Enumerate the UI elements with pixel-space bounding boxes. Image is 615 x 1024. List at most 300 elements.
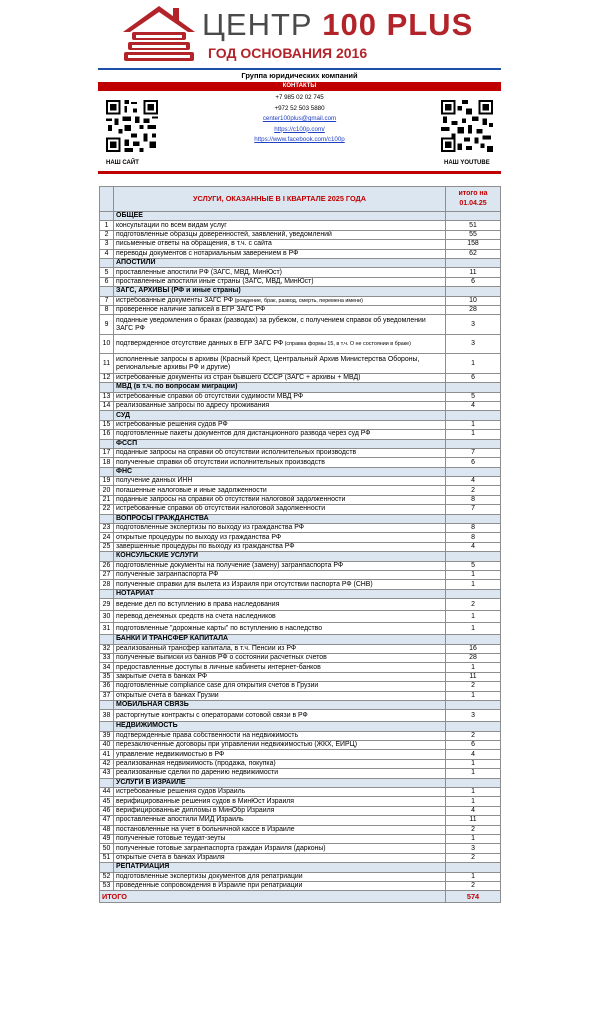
category-title: МВД (в т.ч. по вопросам миграции) [114, 383, 446, 392]
service-number: 22 [100, 505, 114, 514]
service-label [114, 797, 446, 806]
category-title: НЕДВИЖИМОСТЬ [114, 722, 446, 731]
service-row [100, 401, 501, 410]
service-number: 7 [100, 296, 114, 305]
service-label-text: переводы документов с нотариальным заверением в РФ [116, 249, 299, 257]
service-label-text: верифицированные дипломы в МинОбр Израиля [116, 807, 275, 814]
service-label [114, 430, 446, 439]
service-count: 1 [446, 691, 501, 700]
category-value-cell [446, 411, 501, 420]
service-label [114, 853, 446, 862]
service-count: 3 [446, 844, 501, 853]
service-label-text: истребованные документы из стран бывшего СССР (ЗАГС + архивы + МВД) [116, 373, 361, 381]
service-label-text: закрытые счета в банках РФ [116, 672, 208, 680]
service-label-text: перезаключенные договоры при управлении недвижимостью (ЖКХ, ЕИРЦ) [116, 741, 357, 749]
service-count: 5 [446, 392, 501, 401]
category-row [100, 722, 501, 731]
service-label [114, 644, 446, 653]
category-row [100, 439, 501, 448]
service-label [114, 672, 446, 681]
contacts-label: КОНТАКТЫ [98, 82, 501, 91]
service-count: 1 [446, 623, 501, 635]
category-row [100, 635, 501, 644]
service-label [114, 653, 446, 662]
service-number: 17 [100, 448, 114, 457]
service-row [100, 653, 501, 662]
total-label: ИТОГО [100, 891, 446, 903]
service-count: 6 [446, 741, 501, 750]
category-number-cell [100, 722, 114, 731]
service-count: 4 [446, 750, 501, 759]
service-count: 2 [446, 731, 501, 740]
category-row [100, 287, 501, 296]
header-number-cell [100, 187, 114, 212]
service-count: 7 [446, 505, 501, 514]
service-label-text: постановленные на учет в больничной кассе в Израиле [116, 825, 295, 833]
category-title: ВОПРОСЫ ГРАЖДАНСТВА [114, 514, 446, 523]
service-label [114, 788, 446, 797]
contacts-block [98, 68, 501, 174]
service-count: 8 [446, 495, 501, 504]
category-row [100, 212, 501, 221]
service-number: 19 [100, 477, 114, 486]
service-label [114, 268, 446, 277]
service-row [100, 561, 501, 570]
service-label [114, 806, 446, 815]
service-row [100, 872, 501, 881]
service-row [100, 623, 501, 635]
service-number: 36 [100, 682, 114, 691]
service-number: 30 [100, 611, 114, 623]
service-count: 158 [446, 240, 501, 249]
service-label-note: (справка формы 15, в т.ч. О не состоянии в браке) [283, 341, 411, 348]
service-label [114, 663, 446, 672]
service-count: 1 [446, 788, 501, 797]
website-link[interactable]: https://c100p.com/ [274, 125, 325, 133]
service-label [114, 844, 446, 853]
service-count: 1 [446, 580, 501, 589]
service-label [114, 623, 446, 635]
service-label [114, 759, 446, 768]
service-row [100, 542, 501, 551]
service-label-text: управление недвижимостью в РФ [116, 750, 225, 758]
service-row [100, 420, 501, 429]
service-label-text: подготовленные документы на получение (замену) загранпаспорта РФ [116, 561, 344, 569]
service-count: 1 [446, 663, 501, 672]
category-value-cell [446, 439, 501, 448]
service-label [114, 240, 446, 249]
service-number: 45 [100, 797, 114, 806]
service-count: 1 [446, 834, 501, 843]
service-number: 52 [100, 872, 114, 881]
service-row [100, 844, 501, 853]
service-label-text: подготовленные пакеты документов для дистанционного развода через суд РФ [116, 430, 371, 438]
service-label [114, 611, 446, 623]
service-label-text: истребованные справки об отсутствии налоговой задолженности [116, 505, 326, 513]
category-number-cell [100, 212, 114, 221]
service-row [100, 682, 501, 691]
service-label-text: подтвержденное отсутствие данных в ЕГР ЗАГС РФ [116, 340, 284, 348]
service-number: 18 [100, 458, 114, 467]
service-count: 2 [446, 486, 501, 495]
phone-ru: +7 985 02 02 745 [275, 94, 324, 101]
service-label-text: полученные выписки из банков РФ о состоянии расчетных счетов [116, 654, 327, 662]
facebook-link[interactable]: https://www.facebook.com/c100p [254, 136, 345, 143]
service-row [100, 230, 501, 239]
group-label: Группа юридических компаний [98, 68, 501, 82]
services-table [99, 186, 501, 903]
category-number-cell [100, 589, 114, 598]
category-row [100, 778, 501, 787]
service-label-text: предоставленные доступы в личные кабинеты интернет-банков [116, 663, 321, 671]
category-value-cell [446, 635, 501, 644]
service-label-text: завершенные процедуры по выходу из гражданства РФ [116, 543, 295, 551]
service-row [100, 741, 501, 750]
qr-caption-website: НАШ САЙТ [106, 160, 139, 166]
service-label [114, 334, 446, 354]
service-count: 1 [446, 430, 501, 439]
category-number-cell [100, 552, 114, 561]
service-label [114, 731, 446, 740]
service-row [100, 750, 501, 759]
service-label-text: проверенное наличие записей в ЕГР ЗАГС РФ [116, 306, 266, 314]
service-row [100, 731, 501, 740]
email-link[interactable]: center100plus@gmail.com [262, 115, 337, 122]
category-number-cell [100, 700, 114, 709]
service-count: 11 [446, 816, 501, 825]
service-number: 9 [100, 315, 114, 335]
category-number-cell [100, 635, 114, 644]
category-title: БАНКИ И ТРАНСФЕР КАПИТАЛА [114, 635, 446, 644]
service-label-text: поданные уведомления о браках (разводах) за рубежом, с получением справок об уведомлении ЗАГС РФ [116, 316, 426, 332]
service-row [100, 611, 501, 623]
service-number: 25 [100, 542, 114, 551]
service-label-text: реализованная недвижимость (продажа, покупка) [116, 760, 276, 768]
services-total-date-header: итого на 01.04.25 [446, 187, 501, 212]
service-row [100, 354, 501, 374]
service-label-text: истребованные решения судов РФ [116, 420, 228, 428]
service-row [100, 710, 501, 722]
service-row [100, 881, 501, 890]
service-label [114, 315, 446, 335]
category-number-cell [100, 467, 114, 476]
category-row [100, 552, 501, 561]
service-number: 21 [100, 495, 114, 504]
service-count: 6 [446, 373, 501, 382]
service-count: 62 [446, 249, 501, 258]
service-label [114, 881, 446, 890]
service-number: 39 [100, 731, 114, 740]
service-row [100, 448, 501, 457]
service-number: 4 [100, 249, 114, 258]
service-row [100, 315, 501, 335]
service-label [114, 580, 446, 589]
service-label [114, 872, 446, 881]
service-count: 1 [446, 759, 501, 768]
service-number: 33 [100, 653, 114, 662]
service-label [114, 816, 446, 825]
service-number: 13 [100, 392, 114, 401]
category-title: РЕПАТРИАЦИЯ [114, 863, 446, 872]
phone-il: +972 52 503 5880 [274, 104, 325, 112]
service-label [114, 505, 446, 514]
service-row [100, 495, 501, 504]
category-row [100, 589, 501, 598]
category-value-cell [446, 722, 501, 731]
service-row [100, 759, 501, 768]
service-label-text: расторгнутые контракты с операторами сотовой связи в РФ [116, 711, 308, 719]
service-label-text: полученные загранпаспорта РФ [116, 571, 219, 579]
category-title: КОНСУЛЬСКИЕ УСЛУГИ [114, 552, 446, 561]
category-value-cell [446, 863, 501, 872]
service-number: 14 [100, 401, 114, 410]
service-number: 37 [100, 691, 114, 700]
service-row [100, 430, 501, 439]
service-label-text: поданные запросы на справки об отсутствии налоговой задолженности [116, 496, 346, 504]
service-label-text: верифицированные решения судов в МинЮст Израиля [116, 797, 295, 805]
category-value-cell [446, 287, 501, 296]
service-number: 50 [100, 844, 114, 853]
divider-line [98, 171, 501, 174]
category-title: МОБИЛЬНАЯ СВЯЗЬ [114, 700, 446, 709]
service-count: 1 [446, 571, 501, 580]
service-number: 15 [100, 420, 114, 429]
service-count: 6 [446, 277, 501, 286]
service-label [114, 373, 446, 382]
service-count: 1 [446, 769, 501, 778]
service-count: 1 [446, 420, 501, 429]
service-number: 32 [100, 644, 114, 653]
service-number: 28 [100, 580, 114, 589]
category-row [100, 700, 501, 709]
service-row [100, 458, 501, 467]
service-row [100, 599, 501, 611]
service-count: 2 [446, 825, 501, 834]
service-label [114, 420, 446, 429]
service-label [114, 401, 446, 410]
service-row [100, 769, 501, 778]
contact-lines [198, 93, 401, 146]
service-number: 10 [100, 334, 114, 354]
qr-caption-youtube: НАШ YOUTUBE [444, 160, 490, 166]
category-title: НОТАРИАТ [114, 589, 446, 598]
category-title: СУД [114, 411, 446, 420]
service-number: 35 [100, 672, 114, 681]
category-value-cell [446, 778, 501, 787]
service-label-text: открытые счета в банках Грузии [116, 691, 219, 699]
youtube-qr-icon[interactable] [441, 100, 493, 152]
service-count: 2 [446, 853, 501, 862]
service-number: 44 [100, 788, 114, 797]
service-label-text: истребованные документы ЗАГС РФ [116, 296, 234, 304]
category-row [100, 258, 501, 267]
total-value: 574 [446, 891, 501, 903]
service-label-text: истребованные решения судов Израиль [116, 788, 246, 796]
service-label [114, 710, 446, 722]
service-label-text: подготовленные экспертизы документов для репатриации [116, 872, 303, 880]
service-count: 1 [446, 872, 501, 881]
service-label [114, 524, 446, 533]
service-count: 4 [446, 477, 501, 486]
category-value-cell [446, 700, 501, 709]
service-label-text: исполненные запросы в архивы (Красный Крест, Центральный Архив Министерства Обороны, региональные архивы РФ и другие) [116, 355, 420, 371]
service-count: 3 [446, 710, 501, 722]
service-label-text: консультации по всем видам услуг [116, 221, 227, 229]
service-label [114, 750, 446, 759]
service-label [114, 741, 446, 750]
service-row [100, 816, 501, 825]
service-count: 3 [446, 315, 501, 335]
service-label-text: полученные справки для вылета из Израиля при отсутствии паспорта РФ (СНВ) [116, 580, 373, 588]
service-number: 6 [100, 277, 114, 286]
service-number: 3 [100, 240, 114, 249]
service-count: 7 [446, 448, 501, 457]
service-label [114, 691, 446, 700]
service-label-text: реализованные сделки по дарению недвижимости [116, 769, 279, 777]
service-label [114, 477, 446, 486]
service-label-text: реализованный трансфер капитала, в т.ч. Пенсии из РФ [116, 644, 297, 652]
service-count: 1 [446, 611, 501, 623]
service-number: 46 [100, 806, 114, 815]
service-label [114, 834, 446, 843]
service-row [100, 580, 501, 589]
service-row [100, 691, 501, 700]
service-row [100, 296, 501, 305]
company-logo [118, 2, 498, 64]
category-number-cell [100, 778, 114, 787]
service-row [100, 825, 501, 834]
service-count: 28 [446, 305, 501, 314]
category-title: УСЛУГИ В ИЗРАИЛЕ [114, 778, 446, 787]
service-row [100, 221, 501, 230]
service-label [114, 542, 446, 551]
category-value-cell [446, 552, 501, 561]
category-number-cell [100, 863, 114, 872]
service-label-text: получение данных ИНН [116, 477, 193, 485]
service-count: 51 [446, 221, 501, 230]
service-number: 26 [100, 561, 114, 570]
service-label [114, 561, 446, 570]
service-number: 24 [100, 533, 114, 542]
service-number: 51 [100, 853, 114, 862]
service-count: 1 [446, 354, 501, 374]
service-label [114, 354, 446, 374]
service-row [100, 644, 501, 653]
service-number: 34 [100, 663, 114, 672]
service-label-text: реализованные запросы по адресу проживания [116, 402, 270, 410]
service-number: 48 [100, 825, 114, 834]
service-number: 1 [100, 221, 114, 230]
service-label [114, 825, 446, 834]
service-row [100, 249, 501, 258]
service-label-note: (рождение, брак, развод, смерть, перемена имени) [233, 297, 363, 304]
logo-subtitle: ГОД ОСНОВАНИЯ 2016 [208, 45, 368, 61]
category-value-cell [446, 258, 501, 267]
website-qr-icon[interactable] [106, 100, 158, 152]
category-row [100, 411, 501, 420]
service-row [100, 334, 501, 354]
service-row [100, 533, 501, 542]
service-number: 2 [100, 230, 114, 239]
service-row [100, 788, 501, 797]
service-row [100, 268, 501, 277]
service-count: 6 [446, 458, 501, 467]
service-row [100, 797, 501, 806]
category-number-cell [100, 411, 114, 420]
category-title: ФНС [114, 467, 446, 476]
service-label [114, 682, 446, 691]
service-row [100, 524, 501, 533]
service-number: 38 [100, 710, 114, 722]
category-row [100, 514, 501, 523]
service-number: 41 [100, 750, 114, 759]
service-label-text: полученные готовые загранпаспорта граждан Израиля (дарконы) [116, 844, 326, 852]
service-row [100, 373, 501, 382]
service-label-text: подготовленные образцы доверенностей, заявлений, уведомлений [116, 230, 332, 238]
category-title: ЗАГС, АРХИВЫ (РФ и иные страны) [114, 287, 446, 296]
service-count: 28 [446, 653, 501, 662]
service-count: 2 [446, 599, 501, 611]
category-value-cell [446, 467, 501, 476]
service-label [114, 392, 446, 401]
service-row [100, 853, 501, 862]
service-count: 55 [446, 230, 501, 239]
service-count: 10 [446, 296, 501, 305]
service-count: 4 [446, 542, 501, 551]
service-label [114, 533, 446, 542]
service-label [114, 277, 446, 286]
service-label-text: полученные готовые теудат-зеуты [116, 835, 226, 843]
service-row [100, 240, 501, 249]
service-label-text: подготовленные compliance case для открытия счетов в Грузии [116, 682, 319, 690]
service-label [114, 495, 446, 504]
service-count: 8 [446, 533, 501, 542]
service-label-text: истребованные справки об отсутствии судимости МВД РФ [116, 392, 304, 400]
service-number: 16 [100, 430, 114, 439]
service-number: 8 [100, 305, 114, 314]
category-row [100, 383, 501, 392]
service-number: 23 [100, 524, 114, 533]
services-header-row [100, 187, 501, 212]
service-count: 4 [446, 401, 501, 410]
service-label-text: ведение дел по вступлению в права наследования [116, 600, 280, 608]
category-title: ФССП [114, 439, 446, 448]
service-number: 27 [100, 571, 114, 580]
service-row [100, 392, 501, 401]
service-row [100, 477, 501, 486]
service-row [100, 806, 501, 815]
service-count: 5 [446, 561, 501, 570]
service-row [100, 663, 501, 672]
service-label-text: письменные ответы на обращения, в т.ч. с сайта [116, 240, 272, 248]
service-label [114, 769, 446, 778]
total-row [100, 891, 501, 903]
category-value-cell [446, 589, 501, 598]
category-number-cell [100, 439, 114, 448]
service-number: 12 [100, 373, 114, 382]
service-count: 1 [446, 797, 501, 806]
services-table-title: УСЛУГИ, ОКАЗАННЫЕ В I КВАРТАЛЕ 2025 ГОДА [114, 187, 446, 212]
service-number: 40 [100, 741, 114, 750]
service-row [100, 672, 501, 681]
service-row [100, 505, 501, 514]
service-count: 2 [446, 881, 501, 890]
category-row [100, 863, 501, 872]
service-label-text: погашенные налоговые и иные задолженности [116, 486, 267, 494]
service-label-text: открытые процедуры по выходу из гражданства РФ [116, 533, 282, 541]
service-number: 43 [100, 769, 114, 778]
service-label-text: проведенные сопровождения в Израиле при репатриации [116, 882, 303, 890]
